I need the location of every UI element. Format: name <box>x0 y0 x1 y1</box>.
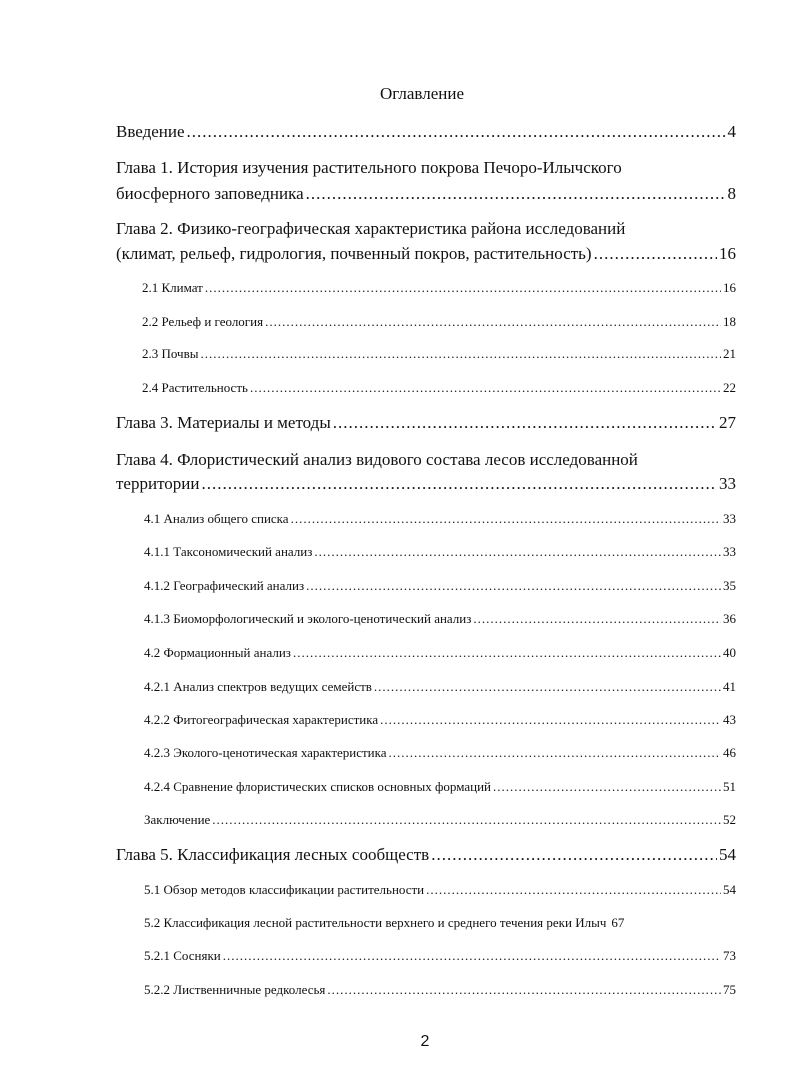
toc-label: 4.1.2 Географический анализ <box>144 578 305 593</box>
toc-page: 4 <box>727 122 736 141</box>
toc-page: 33 <box>723 544 736 559</box>
toc-label: биосферного заповедника <box>116 184 304 203</box>
toc-entry-ch2-line1[interactable]: Глава 2. Физико-географическая характеристика района исследований <box>116 219 626 238</box>
toc-label: Введение <box>116 122 185 141</box>
toc-entry-4-1[interactable] <box>144 511 736 527</box>
leader-dots <box>205 280 721 296</box>
toc-page: 75 <box>723 982 736 997</box>
toc-label: территории <box>116 474 200 493</box>
toc-label: 4.2 Формационный анализ <box>144 645 291 660</box>
leader-dots <box>594 244 717 264</box>
toc-entry-5-1[interactable] <box>144 882 736 898</box>
leader-dots <box>426 882 721 898</box>
toc-page: 73 <box>723 948 736 963</box>
toc-label: 4.2.1 Анализ спектров ведущих семейств <box>144 679 372 694</box>
toc-entry-4-2-4[interactable] <box>144 779 736 795</box>
toc-label: 4.2.2 Фитогеографическая характеристика <box>144 712 379 727</box>
leader-dots <box>333 413 717 433</box>
toc-entry-2-2[interactable] <box>142 314 736 330</box>
leader-dots <box>250 380 721 396</box>
toc-entry-4-2-2[interactable] <box>144 712 736 728</box>
toc-entry-4-1-3[interactable] <box>144 611 736 627</box>
toc-entry-4-1-2[interactable] <box>144 578 736 594</box>
toc-entry-5-2[interactable] <box>144 915 736 931</box>
toc-page: 8 <box>727 184 736 203</box>
toc-entry-2-1[interactable] <box>142 280 736 296</box>
toc-label: 2.1 Климат <box>142 280 203 295</box>
leader-dots <box>293 645 721 661</box>
toc-page: 33 <box>723 511 736 526</box>
leader-dots <box>380 712 721 728</box>
leader-dots <box>201 474 717 494</box>
toc-entry-conclusion[interactable] <box>144 812 736 828</box>
toc-label: 2.2 Рельеф и геология <box>142 314 264 329</box>
toc-page: 41 <box>723 679 736 694</box>
toc-label: (климат, рельеф, гидрология, почвенный покров, растительность) <box>116 244 592 263</box>
toc-entry-ch4[interactable] <box>116 474 736 494</box>
toc-page: 54 <box>719 845 736 864</box>
leader-dots <box>306 184 726 204</box>
leader-dots <box>212 812 721 828</box>
toc-page: 40 <box>723 645 736 660</box>
toc-label: 5.2.1 Сосняки <box>144 948 221 963</box>
toc-page: 18 <box>723 314 736 329</box>
toc-page: 52 <box>723 812 736 827</box>
toc-page: 27 <box>719 413 736 432</box>
leader-dots <box>493 779 721 795</box>
toc-label: Глава 5. Классификация лесных сообществ <box>116 845 430 864</box>
toc-entry-intro[interactable] <box>116 122 736 142</box>
toc-entry-4-2-3[interactable] <box>144 745 736 761</box>
toc-entry-2-3[interactable] <box>142 346 736 362</box>
toc-page: 35 <box>723 578 736 593</box>
leader-dots <box>431 845 717 865</box>
toc-page: 33 <box>719 474 736 493</box>
toc-page: 16 <box>719 244 736 263</box>
leader-dots <box>200 346 721 362</box>
toc-title: Оглавление <box>380 84 464 103</box>
toc-label: 2.4 Растительность <box>142 380 248 395</box>
toc-entry-ch2[interactable] <box>116 244 736 264</box>
toc-page: 51 <box>723 779 736 794</box>
toc-page: 22 <box>723 380 736 395</box>
toc-page: 46 <box>723 745 736 760</box>
leader-dots <box>327 982 721 998</box>
toc-entry-4-2[interactable] <box>144 645 736 661</box>
leader-dots <box>223 948 721 964</box>
toc-label: 4.1.3 Биоморфологический и эколого-ценотический анализ <box>144 611 472 626</box>
toc-label: 5.1 Обзор методов классификации растительности <box>144 882 425 897</box>
toc-page: 36 <box>723 611 736 626</box>
leader-dots <box>291 511 721 527</box>
leader-dots <box>314 544 721 560</box>
toc-label: 5.2.2 Лиственничные редколесья <box>144 982 326 997</box>
toc-entry-4-1-1[interactable] <box>144 544 736 560</box>
toc-page: 16 <box>723 280 736 295</box>
toc-entry-ch4-line1[interactable]: Глава 4. Флористический анализ видового состава лесов исследованной <box>116 450 638 469</box>
toc-label: 5.2 Классификация лесной растительности верхнего и среднего течения реки Илыч <box>144 915 607 930</box>
leader-dots <box>187 122 726 142</box>
toc-entry-ch1-line1[interactable]: Глава 1. История изучения растительного покрова Печоро-Илычского <box>116 158 622 177</box>
toc-entry-5-2-2[interactable] <box>144 982 736 998</box>
toc-label: Глава 3. Материалы и методы <box>116 413 331 432</box>
leader-dots <box>265 314 721 330</box>
leader-dots <box>389 745 721 761</box>
toc-page: 54 <box>723 882 736 897</box>
leader-dots <box>306 578 721 594</box>
toc-page: 43 <box>723 712 736 727</box>
toc-page: 67 <box>611 915 625 930</box>
toc-entry-4-2-1[interactable] <box>144 679 736 695</box>
toc-page: 21 <box>723 346 736 361</box>
toc-label: Заключение <box>144 812 211 827</box>
toc-label: 2.3 Почвы <box>142 346 199 361</box>
toc-label: 4.1 Анализ общего списка <box>144 511 289 526</box>
toc-entry-ch5[interactable] <box>116 845 736 865</box>
toc-entry-2-4[interactable] <box>142 380 736 396</box>
page-number: 2 <box>420 1033 430 1050</box>
leader-dots <box>473 611 721 627</box>
toc-entry-5-2-1[interactable] <box>144 948 736 964</box>
leader-dots <box>374 679 721 695</box>
toc-entry-ch1[interactable] <box>116 184 736 204</box>
toc-entry-ch3[interactable] <box>116 413 736 433</box>
toc-label: 4.2.3 Эколого-ценотическая характеристика <box>144 745 387 760</box>
toc-label: 4.2.4 Сравнение флористических списков основных формаций <box>144 779 492 794</box>
toc-label: 4.1.1 Таксономический анализ <box>144 544 313 559</box>
